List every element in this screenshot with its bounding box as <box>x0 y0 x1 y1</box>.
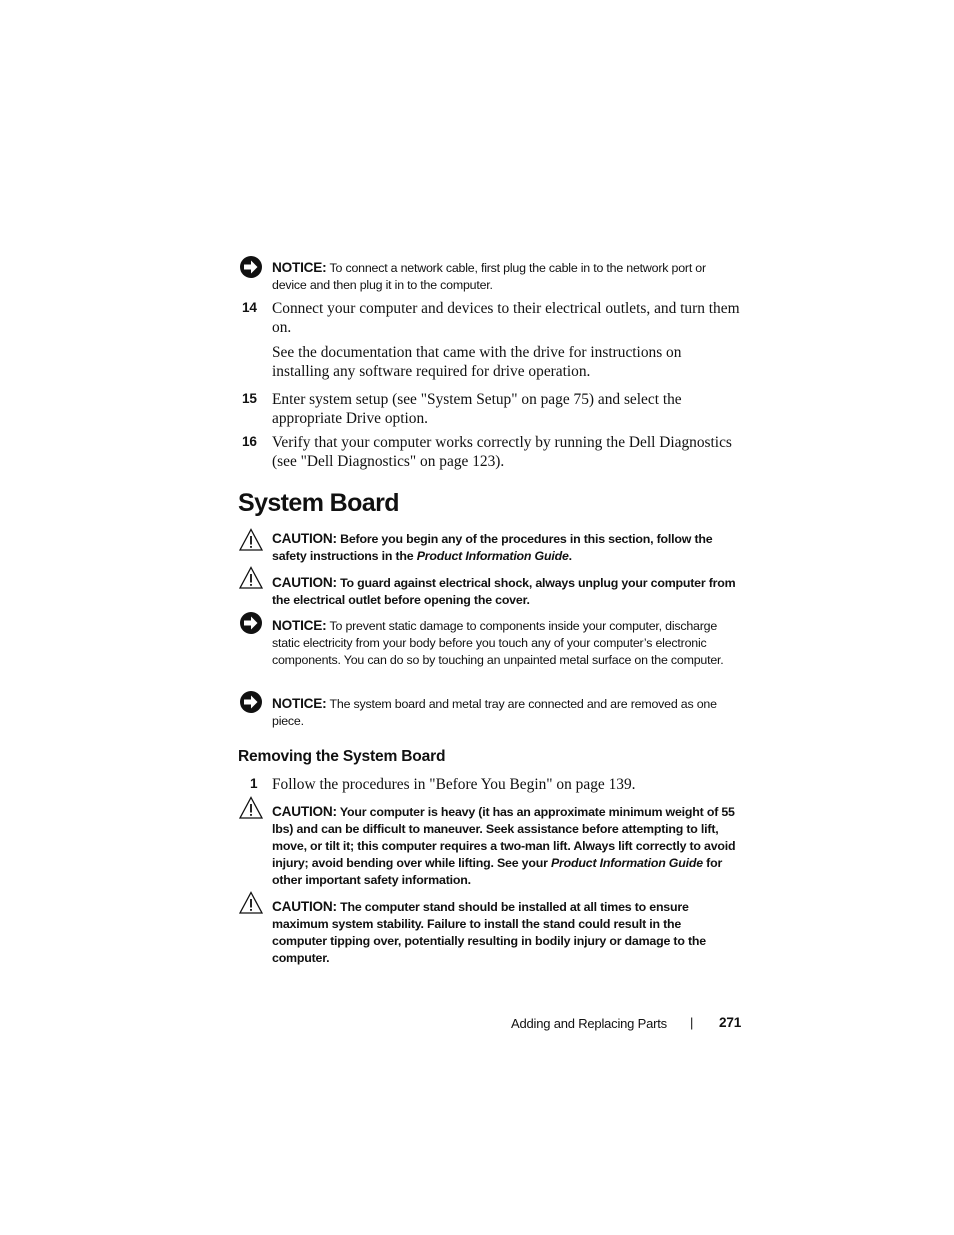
step-subtext: See the documentation that came with the drive for instructions on installing any software required for drive operation. <box>272 344 682 380</box>
caution-guide-title: Product Information Guide <box>550 856 703 870</box>
notice-arrow-icon <box>239 690 263 714</box>
notice-label: NOTICE: <box>272 618 327 633</box>
notice-label: NOTICE: <box>272 696 327 711</box>
caution-triangle-icon <box>239 566 263 590</box>
notice-arrow-icon <box>239 611 263 635</box>
footer-separator: | <box>690 1015 694 1030</box>
caution-label: CAUTION: <box>272 804 337 819</box>
caution-triangle-icon <box>239 796 263 820</box>
caution-text: Your computer is heavy (it has an approximate minimum weight of 55 lbs) and can be difficult to maneuver. Seek assistance before attempting to lift, move, or tilt it; this computer requires a two-man lift. Always lift correctly to avoid injury; avoid bending over while lifting. See your <box>272 805 736 870</box>
step-text: Verify that your computer works correctly by running the Dell Diagnostics (see "Dell Diagnostics" on page 123). <box>272 434 732 470</box>
notice-metal-tray <box>272 695 738 730</box>
subsection-title: Removing the System Board <box>238 748 446 765</box>
caution-text-end: for other important safety information. <box>272 856 723 887</box>
caution-label: CAUTION: <box>272 531 337 546</box>
section-title: System Board <box>238 489 399 517</box>
caution-guide-title: Product Information Guide <box>416 549 569 563</box>
step-text: Follow the procedures in "Before You Begin" on page 139. <box>272 776 636 793</box>
caution-text: The computer stand should be installed at all times to ensure maximum system stability. Failure to install the stand could result in the computer tipping over, potentially resulting in bodily injury or damage to the computer. <box>272 900 706 965</box>
notice-label: NOTICE: <box>272 260 327 275</box>
footer-section-title: Adding and Replacing Parts <box>511 1016 667 1031</box>
notice-text: To connect a network cable, first plug the cable in to the network port or device and then plug it in to the computer. <box>272 261 706 292</box>
caution-triangle-icon <box>239 891 263 915</box>
notice-arrow-icon <box>239 255 263 279</box>
step-number: 16 <box>242 434 257 449</box>
caution-computer-stand <box>272 898 738 967</box>
caution-heavy-computer <box>272 803 738 889</box>
caution-text-end: . <box>568 549 572 563</box>
step-number: 15 <box>242 391 257 406</box>
notice-text: The system board and metal tray are connected and are removed as one piece. <box>272 697 717 728</box>
step-text: Connect your computer and devices to their electrical outlets, and turn them on. <box>272 300 740 336</box>
page-number: 271 <box>719 1015 742 1030</box>
caution-triangle-icon <box>239 528 263 552</box>
caution-text: Before you begin any of the procedures in this section, follow the safety instructions in the <box>272 532 713 563</box>
caution-safety-instructions <box>272 530 738 565</box>
notice-static-damage <box>272 617 738 669</box>
caution-label: CAUTION: <box>272 899 337 914</box>
notice-text: To prevent static damage to components inside your computer, discharge static electricity from your body before you touch any of your computer’s electronic components. You can do so by touching an unpainted metal surface on the computer. <box>272 619 724 667</box>
caution-label: CAUTION: <box>272 575 337 590</box>
step-number: 14 <box>242 300 257 315</box>
notice-network-cable <box>272 259 738 294</box>
caution-text: To guard against electrical shock, always unplug your computer from the electrical outlet before opening the cover. <box>272 576 736 607</box>
caution-electrical-shock <box>272 574 738 609</box>
step-text: Enter system setup (see "System Setup" on page 75) and select the appropriate Drive option. <box>272 391 682 427</box>
step-number: 1 <box>250 776 258 791</box>
